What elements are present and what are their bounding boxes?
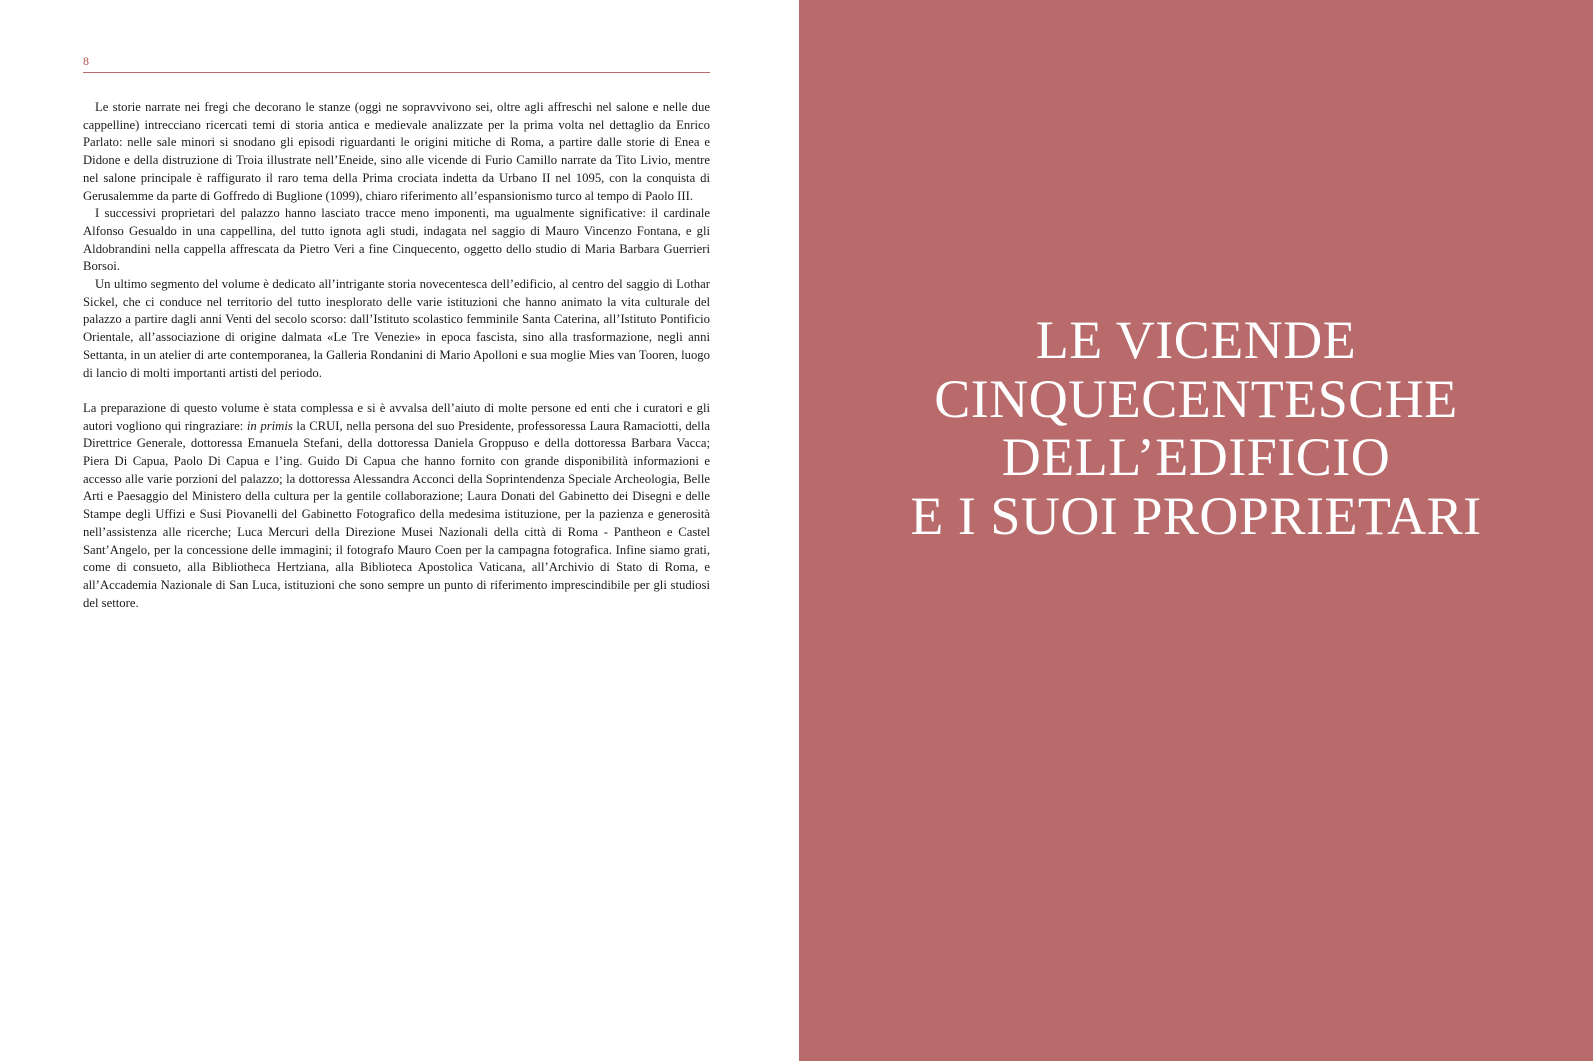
ack-text: La preparazione di questo volume è stata complessa e si è avvalsa dell’aiuto di molte persone ed enti che i curatori e gli autori vogliono qui ringraziare: xyxy=(83,400,710,433)
ack-italic-phrase: in primis xyxy=(246,418,293,433)
paragraph: I successivi proprietari del palazzo hanno lasciato tracce meno imponenti, ma ugualmente significative: il cardinale Alfonso Gesualdo in una cappellina, del tutto ignota agli studi, indagata nel saggio di Mauro Vincenzo Fontana, e gli Aldobrandini nella cappella affrescata da Pietro Veri a fine Cinquecento, oggetto dello studio di Maria Barbara Guerrieri Borsoi. xyxy=(83,206,710,274)
chapter-title-line: CINQUECENTESCHE xyxy=(934,368,1458,429)
page-number: 8 xyxy=(83,54,90,68)
chapter-title-line: E I SUOI PROPRIETARI xyxy=(910,485,1482,546)
chapter-title-line: LE VICENDE xyxy=(1035,310,1357,371)
paragraph: Un ultimo segmento del volume è dedicato all’intrigante storia novecentesca dell’edificio, al centro del saggio di Lothar Sickel, che ci conduce nel territorio del tutto inesplorato delle varie istituzioni che hanno animato la vita culturale del palazzo a partire dagli anni Venti del secolo scorso: dall’Istituto scolastico femminile Santa Caterina, all’Istituto Pontificio Orientale, all’associazione di origine dalmata «Le Tre Venezie» in epoca fascista, sino alla trasformazione, negli anni Settanta, in un atelier di arte contemporanea, la Galleria Rondanini di Mario Apolloni e sua moglie Mies van Tooren, luogo di lancio di molti importanti artisti del periodo. xyxy=(83,277,710,380)
acknowledgements-paragraph xyxy=(83,400,710,612)
paragraph: Le storie narrate nei fregi che decorano le stanze (oggi ne sopravvivono sei, oltre agli affreschi nel salone e nelle due cappelline) intrecciano ricercati temi di storia antica e medievale analizzate per la prima volta nel dettaglio da Enrico Parlato: nelle sale minori si snodano gli episodi riguardanti le origini mitiche di Roma, a partire dalle storie di Enea e Didone e della distruzione di Troia illustrate nell’Eneide, sino alle vicende di Furio Camillo narrate da Tito Livio, mentre nel salone principale è raffigurato il raro tema della Prima crociata indetta da Urbano II nel 1095, con la conquista di Gerusalemme da parte di Goffredo di Buglione (1099), chiaro riferimento all’espansionismo turco al tempo di Paolo III. xyxy=(83,100,710,203)
header-rule xyxy=(83,72,710,73)
body-text xyxy=(83,99,710,612)
chapter-title xyxy=(799,311,1593,545)
right-page xyxy=(799,0,1593,1061)
ack-text: la CRUI, nella persona del suo Presidente, professoressa Laura Ramaciotti, della Direttrice Generale, dottoressa Emanuela Stefani, della dottoressa Daniela Groppuso e della dottoressa Barbara Vacca; Piera Di Capua, Paolo Di Capua e l’ing. Guido Di Capua che hanno fornito con grande disponibilità informazioni e accesso alle varie porzioni del palazzo; la dottoressa Alessandra Acconci della Soprintendenza Speciale Archeologia, Belle Arti e Paesaggio del Ministero della cultura per la gentile collaborazione; Laura Donati del Gabinetto dei Disegni e delle Stampe degli Uffizi e Susi Piovanelli del Gabinetto Fotografico della medesima istituzione, per la pazienza e generosità nell’assistenza alle ricerche; Luca Mercuri della Direzione Musei Nazionali della città di Roma - Pantheon e Castel Sant’Angelo, per la concessione delle immagini; il fotografo Mauro Coen per la campagna fotografica. Infine siamo grati, come di consueto, alla Bibliotheca Hertziana, alla Biblioteca Apostolica Vaticana, all’Archivio di Stato di Roma, e all’Accademia Nazionale di San Luca, istituzioni che sono sempre un punto di riferimento imprescindibile per gli studiosi del settore. xyxy=(83,418,710,610)
chapter-title-line: DELL’EDIFICIO xyxy=(1001,427,1391,488)
